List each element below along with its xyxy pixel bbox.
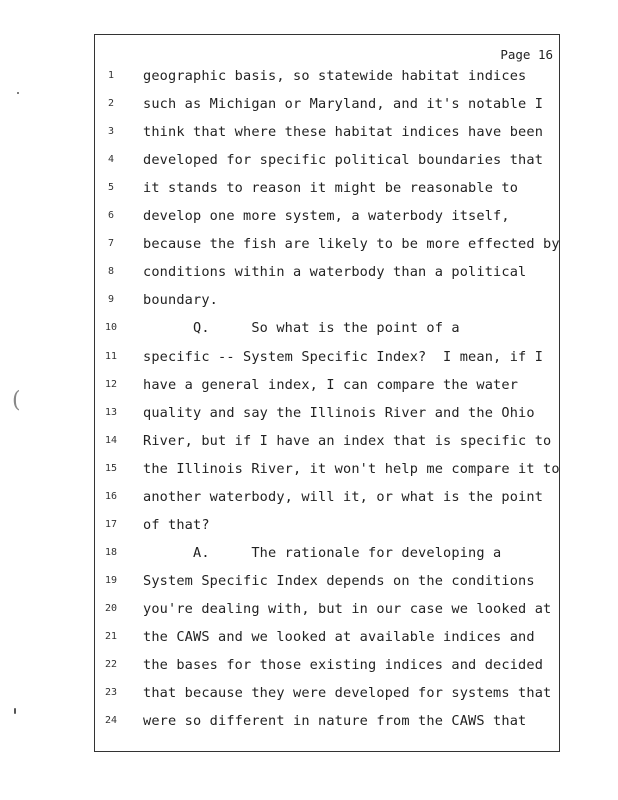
transcript-line: A. The rationale for developing a <box>143 544 502 561</box>
transcript-line: because the fish are likely to be more effected by <box>143 236 560 253</box>
transcript-line: have a general index, I can compare the water <box>143 376 519 393</box>
transcript-line: boundary. <box>143 292 219 309</box>
transcript-line: Q. So what is the point of a <box>143 320 460 337</box>
transcript-line: geographic basis, so statewide habitat indices <box>143 68 527 84</box>
line-number: 12 <box>104 378 118 390</box>
transcript-line: develop one more system, a waterbody itself, <box>143 208 510 225</box>
transcript-line: you're dealing with, but in our case we looked at <box>143 600 552 617</box>
transcript-line: the CAWS and we looked at available indices and <box>143 629 535 645</box>
line-number: 16 <box>104 490 118 502</box>
line-number: 4 <box>107 154 115 166</box>
line-number: 21 <box>104 631 118 642</box>
transcript-line: think that where these habitat indices have been <box>143 124 544 141</box>
page-number: Page 16 <box>500 47 553 62</box>
transcript-line: the Illinois River, it won't help me compare it to <box>143 460 560 477</box>
line-number: 11 <box>104 350 118 362</box>
transcript-line: of that? <box>143 516 210 533</box>
line-number: 24 <box>104 715 118 727</box>
line-number: 20 <box>104 602 118 614</box>
transcript-line: River, but if I have an index that is specific to <box>143 432 552 449</box>
scan-mark: ( <box>12 388 21 413</box>
transcript-line: the bases for those existing indices and decided <box>143 657 544 674</box>
line-number: 13 <box>104 406 118 418</box>
line-number: 6 <box>107 210 115 222</box>
line-number: 1 <box>107 70 115 81</box>
transcript-line: System Specific Index depends on the conditions <box>143 572 535 589</box>
line-number: 2 <box>107 98 115 110</box>
transcript-line: developed for specific political boundaries that <box>143 152 544 169</box>
transcript-line: conditions within a waterbody than a political <box>143 264 527 281</box>
line-number: 5 <box>107 182 115 194</box>
line-number: 19 <box>104 574 118 586</box>
line-number: 14 <box>104 434 118 446</box>
line-number: 3 <box>107 126 115 138</box>
transcript-line: that because they were developed for systems that <box>143 685 552 702</box>
line-number: 15 <box>104 462 118 474</box>
scan-speck <box>17 92 19 94</box>
transcript-line: specific -- System Specific Index? I mean, if I <box>143 348 544 365</box>
scan-speck <box>14 708 16 714</box>
line-number: 10 <box>104 322 118 334</box>
transcript-line: another waterbody, will it, or what is the point <box>143 488 544 505</box>
line-number: 22 <box>104 659 118 671</box>
line-number: 7 <box>107 238 115 250</box>
transcript-line: quality and say the Illinois River and the Ohio <box>143 404 535 421</box>
line-number: 23 <box>104 687 118 699</box>
line-number: 8 <box>107 266 115 278</box>
line-number: 9 <box>107 294 115 306</box>
line-number: 17 <box>104 518 118 530</box>
line-number: 18 <box>104 546 118 558</box>
transcript-line: it stands to reason it might be reasonable to <box>143 180 519 197</box>
transcript-line: such as Michigan or Maryland, and it's notable I <box>143 96 544 113</box>
transcript-line: were so different in nature from the CAWS that <box>143 713 527 730</box>
